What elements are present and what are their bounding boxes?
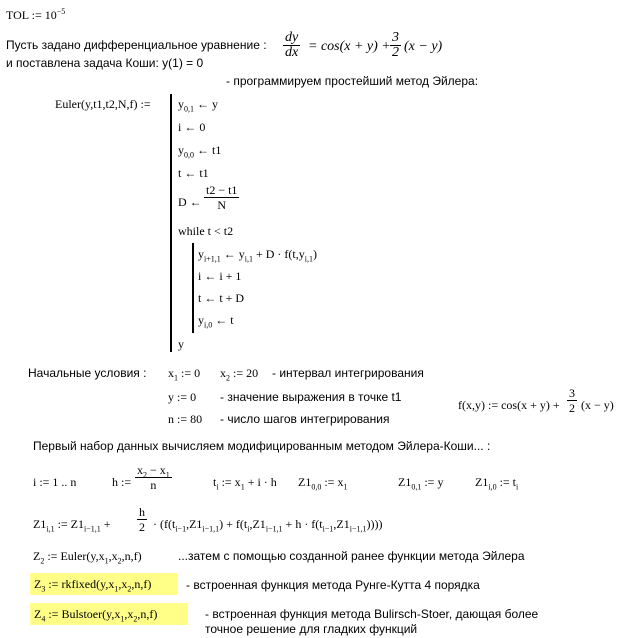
euler-header: Euler(y,t1,t2,N,f) := (55, 97, 151, 111)
euler-loop-line-2: i ← i + 1 (198, 269, 242, 283)
z3-expression: $Z_3$ := $rkfixed(y,x_1,x_2,n,f)$ (34, 577, 152, 594)
euler-loop-line-3: t ← t + D (198, 291, 245, 305)
init-n: n := 80 (168, 412, 203, 426)
f-rhs: (x − y) (581, 398, 614, 412)
z4-note-2: точное решение для гладких функций (205, 622, 418, 636)
ode-rhs-b: (x − y) (404, 39, 443, 54)
init-x1: $x_1$ := 0 (168, 366, 201, 383)
init-y: y := 0 (168, 390, 197, 404)
euler-line-y01: $y_{0,1}$ ← y (178, 97, 218, 114)
recur-h-half: $\frac{h}{2}$ (139, 505, 145, 534)
def-z00: $Z1_{0,0}$ := $x_1$ (298, 475, 348, 492)
init-n-note: - число шагов интегрирования (220, 412, 390, 426)
ode-rhs-a: = cos(x + y) + (308, 39, 391, 54)
f-coefficient: $\frac{3}{2}$ (569, 386, 575, 415)
euler-loop-line-1: $y_{i+1,1}$ ← $y_{i,1} + D \cdot f(t,y_{i,1})$ (198, 247, 317, 264)
z2-note: ...затем с помощью созданной ранее функции метода Эйлера (178, 549, 525, 563)
intro-line-2: и поставлена задача Коши: y(1) = 0 (6, 56, 204, 70)
init-y-note: - значение выражения в точке t1 (220, 390, 402, 404)
def-h-fraction: $\frac{x_2 - x_1}{n}$ (137, 463, 170, 492)
intro-line-1: Пусть задано дифференциальное уравнение : (6, 38, 267, 52)
z4-note-1: - встроенная функция метода Bulirsch-Stoer, дающая более (205, 607, 539, 621)
euler-loop-line-4: $y_{i,0}$ ← t (198, 313, 234, 330)
z4-expression: $Z_4$ := $Bulstoer(y,x_1,x_2,n,f)$ (34, 607, 158, 624)
first-set-note: Первый набор данных вычисляем модифицированным методом Эйлера-Коши... : (33, 439, 491, 453)
tol-definition: TOL := $10^{-5}$ (6, 7, 66, 22)
tol-exponent: −5 (56, 7, 66, 16)
z3-note: - встроенная функция метода Рунге-Кутта 4 порядка (186, 578, 480, 592)
euler-note: - программируем простейший метод Эйлера: (226, 74, 479, 88)
euler-loop-bar (192, 243, 194, 333)
euler-line-i0: i ← 0 (178, 120, 206, 134)
def-zi0: $Z1_{i,0}$ := $t_i$ (475, 475, 519, 492)
euler-return: y (178, 337, 184, 351)
euler-line-while: while t < t2 (178, 224, 234, 238)
init-x2: $x_2$ := 20 (220, 366, 259, 383)
def-t: $t_i$ := $x_1 + i \cdot h$ (213, 475, 277, 492)
euler-line-d: D ← (178, 195, 202, 209)
init-interval-note: - интервал интегрирования (272, 366, 424, 380)
ode-dy-dx: $\frac{dy}{dx}$ (285, 30, 299, 60)
euler-line-t: t ← t1 (178, 166, 209, 180)
ode-coefficient: $\frac{3}{2}$ (392, 30, 399, 60)
z2-expression: $Z_2$ := $Euler(y,x_1,x_2,n,f)$ (33, 549, 142, 566)
def-i-range: i := 1 .. n (33, 475, 77, 489)
f-definition: f(x,y) := cos(x + y) + (458, 398, 560, 412)
init-label: Начальные условия : (28, 366, 147, 380)
recur-rhs: · $(f(t_{i-1},Z1_{i-1,1}) + f(t_i,Z1_{i-1,1} + h \cdot f(t_{i-1},Z1_{i-1,1})))$) (153, 517, 383, 534)
euler-d-fraction: $\frac{t2 - t1}{N}$ (206, 183, 238, 212)
def-h: h := (112, 475, 132, 489)
recur-lhs: $Z1_{i,1}$ := $Z1_{i-1,1}$ + (33, 517, 111, 534)
euler-program-bar (170, 94, 172, 352)
def-z01: $Z1_{0,1}$ := y (398, 475, 444, 492)
euler-line-y00: $y_{0,0}$ ← t1 (178, 143, 222, 160)
